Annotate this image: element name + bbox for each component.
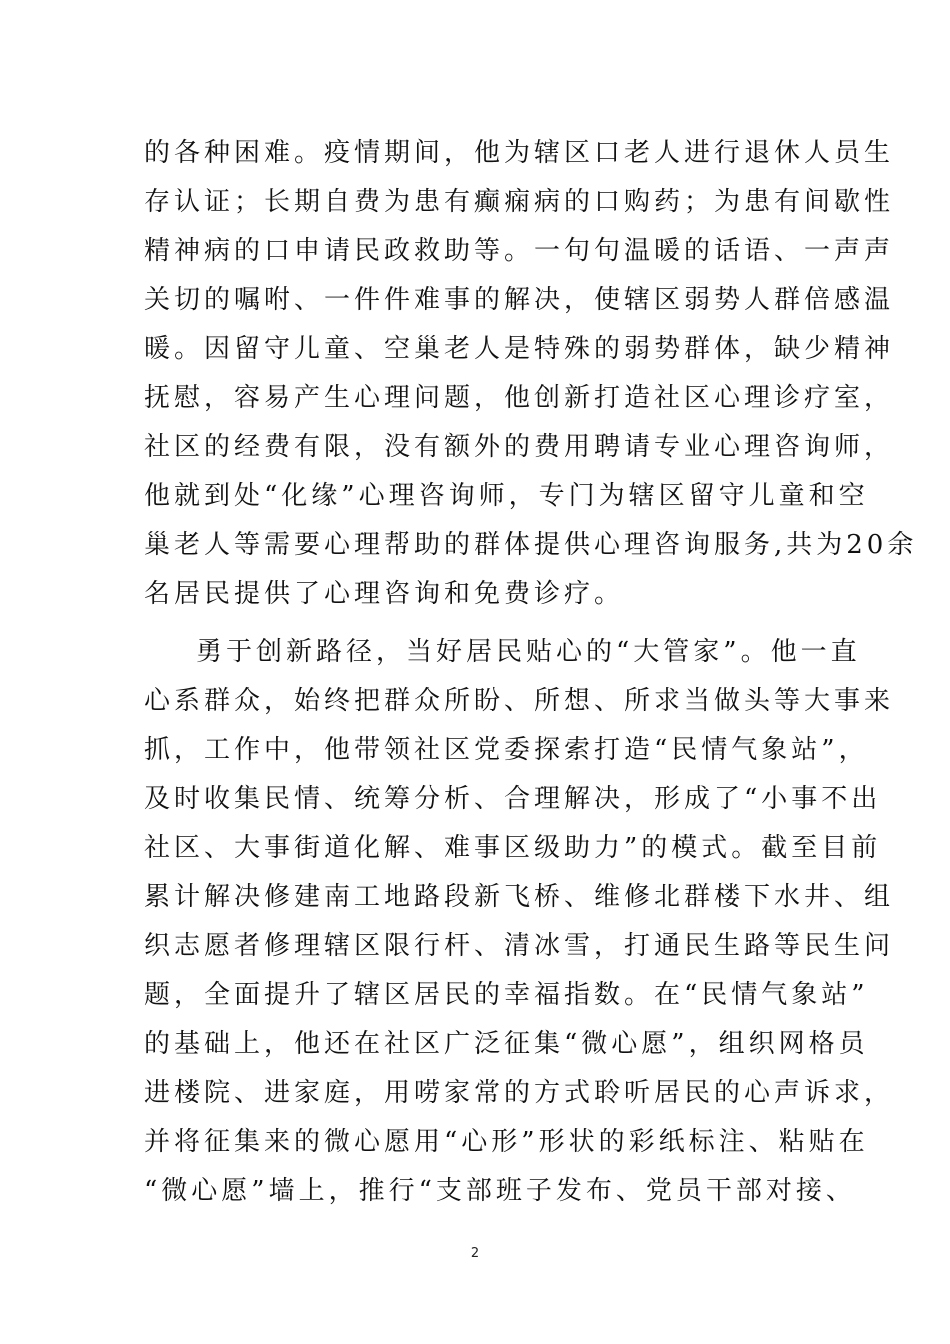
text-line: 题，全面提升了辖区居民的幸福指数。在“民情气象站”: [144, 980, 869, 1010]
text-line: 关切的嘱咐、一件件难事的解决，使辖区弱势人群倍感温: [144, 285, 895, 315]
text-line: 名居民提供了心理咨询和免费诊疗。: [144, 579, 625, 609]
text-line: 抓，工作中，他带领社区党委探索打造“民情气象站”，: [144, 735, 869, 765]
text-line: 并将征集来的微心愿用“心形”形状的彩纸标注、粘贴在: [144, 1127, 869, 1157]
text-line: 存认证；长期自费为患有癫痫病的口购药；为患有间歇性: [144, 187, 895, 217]
text-line: 织志愿者修理辖区限行杆、清冰雪，打通民生路等民生问: [144, 931, 895, 961]
text-line: 心系群众，始终把群众所盼、所想、所求当做头等大事来: [144, 686, 895, 716]
text-line: 及时收集民情、统筹分析、合理解决，形成了“小事不出: [144, 784, 882, 814]
text-line: 暖。因留守儿童、空巢老人是特殊的弱势群体，缺少精神: [144, 334, 895, 364]
text-line: 的各种困难。疫情期间，他为辖区口老人进行退休人员生: [144, 138, 895, 168]
text-line: 进楼院、进家庭，用唠家常的方式聆听居民的心声诉求，: [144, 1078, 895, 1108]
text-line: 勇于创新路径，当好居民贴心的“大管家”。他一直: [196, 637, 861, 667]
text-line: 累计解决修建南工地路段新飞桥、维修北群楼下水井、组: [144, 882, 895, 912]
text-line: 社区、大事街道化解、难事区级助力”的模式。截至目前: [144, 833, 882, 863]
text-line: “微心愿”墙上，推行“支部班子发布、党员干部对接、: [144, 1176, 856, 1206]
text-line: 精神病的口申请民政救助等。一句句温暖的话语、一声声: [144, 236, 895, 266]
text-line: 巢老人等需要心理帮助的群体提供心理咨询服务,共为20余: [144, 530, 918, 560]
text-line: 抚慰，容易产生心理问题，他创新打造社区心理诊疗室，: [144, 383, 895, 413]
page-number: 2: [470, 1246, 480, 1261]
text-line: 他就到处“化缘”心理咨询师，专门为辖区留守儿童和空: [144, 481, 869, 511]
text-line: 的基础上，他还在社区广泛征集“微心愿”，组织网格员: [144, 1029, 869, 1059]
text-line: 社区的经费有限，没有额外的费用聘请专业心理咨询师，: [144, 432, 895, 462]
